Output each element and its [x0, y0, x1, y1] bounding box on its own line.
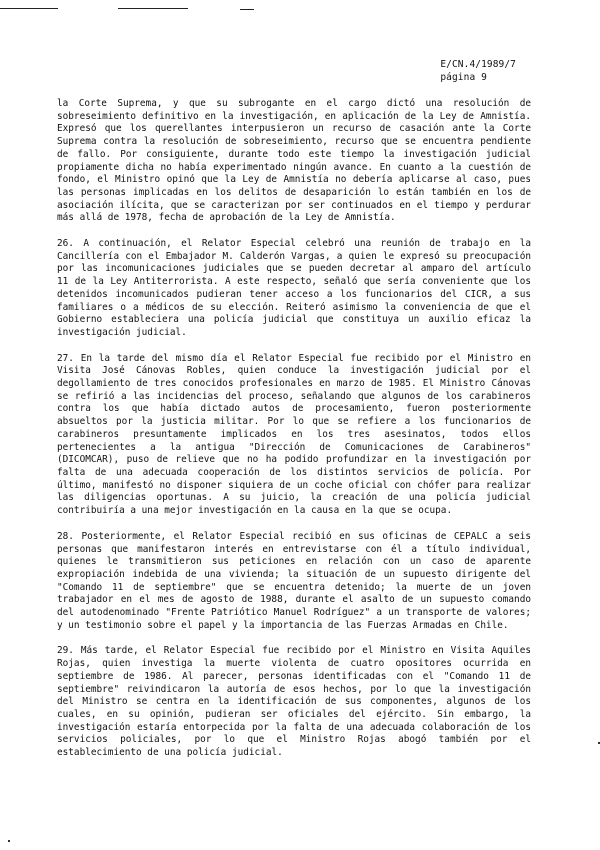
paragraph-continuation: la Corte Suprema, y que su subrogante en el cargo dictó una resolución de sobreseimiento definitivo en la investigación, en aplicación de la Ley de Amnistía. Expresó que los querellantes interpusieron un recurso de casación ante la Corte Suprema contra la resolución de sobreseimiento, recurso que se encuentra pendiente de fallo. Por consiguiente, durante todo este tiempo la investigación judicial propiamente dicha no había experimentado ningún avance. En cuanto a la cuestión de fondo, el Ministro opinó que la Ley de Amnistía no debería aplicarse al caso, pues las personas implicadas en los delitos de desaparición lo están también en los de asociación ilícita, que se caracterizan por ser continuados en el tiempo y perdurar más allá de 1978, fecha de aprobación de la Ley de Amnistía. — [57, 98, 531, 224]
scan-artifact-line — [118, 8, 188, 9]
paragraph-29: 29. Más tarde, el Relator Especial fue recibido por el Ministro en Visita Aquiles Rojas, quien investiga la muerte violenta de cuatro opositores ocurrida en septiembre de 1986. Al parecer, personas identificadas con el "Comando 11 de septiembre" reivindicaron la autoría de esos hechos, por lo que la investigación del Ministro se centra en la identificación de sus componentes, algunos de los cuales, en su opinión, pudieran ser oficiales del ejército. Sin embargo, la investigación estaría entorpecida por la falta de una adecuada colaboración de los servicios policiales, por lo que el Ministro Rojas abogó también por el establecimiento de una policía judicial. — [57, 645, 531, 759]
page-number: página 9 — [440, 72, 487, 83]
scan-artifact-line — [0, 8, 58, 9]
paragraph-26: 26. A continuación, el Relator Especial celebró una reunión de trabajo en la Cancillería con el Embajador M. Calderón Vargas, a quien le expresó su preocupación por las incomunicaciones judiciales que se pueden decretar al amparo del artículo 11 de la Ley Antiterrorista. A este respecto, señaló que sería conveniente que los detenidos incomunicados pudieran tener acceso a los funcionarios del CICR, a sus familiares o a médicos de su elección. Reiteró asimismo la conveniencia de que el Gobierno estableciera una policía judicial que constituya un auxilio eficaz la investigación judicial. — [57, 238, 531, 338]
paragraph-28: 28. Posteriormente, el Relator Especial recibió en sus oficinas de CEPALC a seis personas que manifestaron interés en entrevistarse con él a título individual, quienes le transmitieron sus peticiones en relación con un caso de aparente expropiación indebida de una vivienda; la situación de un supuesto dirigente del "Comando 11 de septiembre" que se encuentra detenido; la muerte de un joven trabajador en el mes de agosto de 1988, durante el asalto de un supuesto comando del autodenominado "Frente Patriótico Manuel Rodríguez" a un transporte de valores; y un testimonio sobre el papel y la importancia de las Fuerzas Armadas en Chile. — [57, 530, 531, 631]
document-body — [57, 98, 531, 773]
scan-artifact-dot — [8, 840, 10, 842]
scan-artifact-line — [240, 9, 254, 10]
paragraph-27: 27. En la tarde del mismo día el Relator Especial fue recibido por el Ministro en Visita José Cánovas Robles, quien conduce la investigación judicial por el degollamiento de tres conocidos profesionales en marzo de 1985. El Ministro Cánovas se refirió a las incidencias del proceso, señalando que algunos de los carabineros contra los que había dictado autos de procesamiento, fueron posteriormente absueltos por la justicia militar. Por lo que se refiere a los funcionarios de carabineros presuntamente implicados en los tres asesinatos, todos ellos pertenecientes a la antigua "Dirección de Comunicaciones de Carabineros" (DICOMCAR), puso de relieve que no ha podido profundizar en la investigación por falta de una adecuada cooperación de los distintos servicios de policía. Por último, manifestó no disponer siquiera de un coche oficial con chófer para realizar las diligencias oportunas. A su juicio, la creación de una policía judicial contribuiría a una mejor investigación en la causa en la que se ocupa. — [57, 352, 531, 517]
document-symbol: E/CN.4/1989/7 — [440, 59, 516, 70]
document-header — [440, 58, 516, 84]
